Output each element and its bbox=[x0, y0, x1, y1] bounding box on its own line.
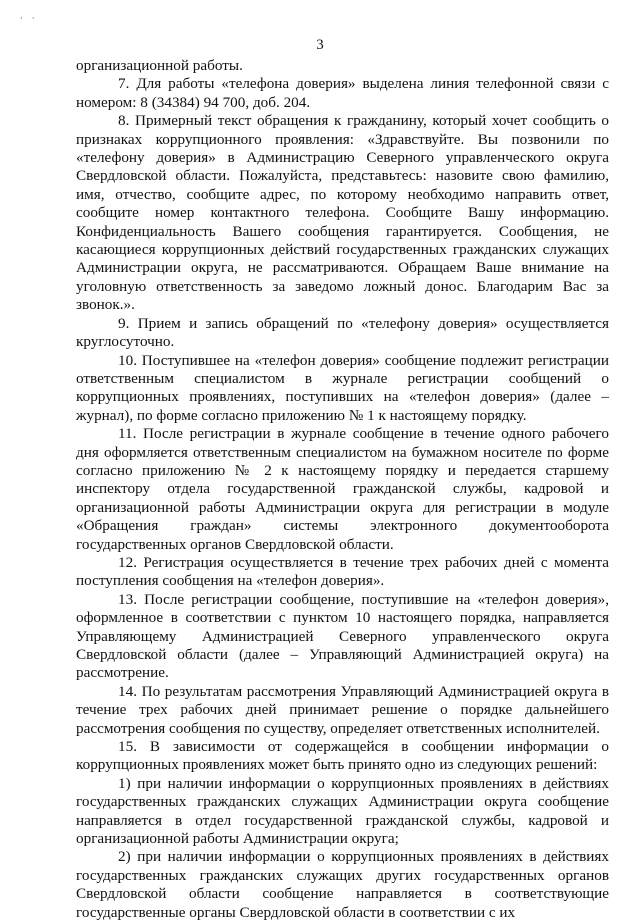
paragraph-10: 10. Поступившее на «телефон доверия» сообщение подлежит регистрации ответственным специалистом в журнале регистрации сообщений о коррупционных проявлениях, поступивших на «телефон доверия» (далее – журнал), по форме согласно приложению № 1 к настоящему порядку. bbox=[76, 351, 609, 424]
paragraph-continuation: организационной работы. bbox=[76, 57, 243, 74]
paragraph-15-item-2: 2) при наличии информации о коррупционных проявлениях в действиях государственных гражданских служащих других государственных органов Свердловской области сообщение направляется в соответствующие государственные органы Свердловской области в соответствии с их bbox=[76, 848, 609, 921]
paragraph-15-item-1: 1) при наличии информации о коррупционных проявлениях в действиях государственных гражданских служащих Администрации округа сообщение направляется в отдел государственной гражданской службы, кадровой и организационной работы Администрации округа; bbox=[76, 774, 609, 848]
paragraph-7: 7. Для работы «телефона доверия» выделена линия телефонной связи с номером: 8 (34384) 94 700, доб. 204. bbox=[76, 75, 609, 111]
scan-corner-mark: · · bbox=[20, 14, 38, 24]
paragraph-9: 9. Прием и запись обращений по «телефону доверия» осуществляется круглосуточно. bbox=[76, 314, 609, 351]
paragraph-12: 12. Регистрация осуществляется в течение трех рабочих дней с момента поступления сообщения на «телефон доверия». bbox=[76, 553, 609, 590]
document-body bbox=[76, 57, 609, 922]
paragraph-8: 8. Примерный текст обращения к гражданину, который хочет сообщить о признаках коррупционного проявления: «Здравствуйте. Вы позвонили по «телефону доверия» в Администрацию Северного управленческого округа Свердловской области. Пожалуйста, представьтесь: назовите свою фамилию, имя, отчество, сообщите адрес, по которому необходимо направить ответ, сообщите номер контактного телефона. Сообщите Вашу информацию. Конфиденциальность Вашего сообщения гарантируется. Сообщения, не касающиеся коррупционных действий государственных гражданских служащих Администрации округа, не рассматриваются. Обращаем Ваше внимание на уголовную ответственность за заведомо ложный донос. Благодарим Вас за звонок.». bbox=[76, 112, 609, 314]
paragraph-15: 15. В зависимости от содержащейся в сообщении информации о коррупционных проявлениях может быть принято одно из следующих решений: bbox=[76, 738, 609, 774]
page-number: 3 bbox=[316, 37, 324, 53]
paragraph-14: 14. По результатам рассмотрения Управляющий Администрацией округа в течение трех рабочих дней принимает решение о порядке дальнейшего рассмотрения сообщения по существу, определяет ответственных исполнителей. bbox=[76, 682, 609, 737]
paragraph-13: 13. После регистрации сообщение, поступившие на «телефон доверия», оформленное в соответствии с пунктом 10 настоящего порядка, направляется Управляющему Администрацией Северного управленческого округа Свердловской области (далее – Управляющий Администрацией округа) на рассмотрение. bbox=[76, 590, 609, 682]
paragraph-11: 11. После регистрации в журнале сообщение в течение одного рабочего дня оформляется ответственным специалистом на бумажном носителе по форме согласно приложению № 2 к настоящему порядку и передается старшему инспектору отдела государственной гражданской службы, кадровой и организационной работы Администрации округа для регистрации в модуле «Обращения граждан» системы электронного документооборота государственных органов Свердловской области. bbox=[76, 425, 609, 553]
